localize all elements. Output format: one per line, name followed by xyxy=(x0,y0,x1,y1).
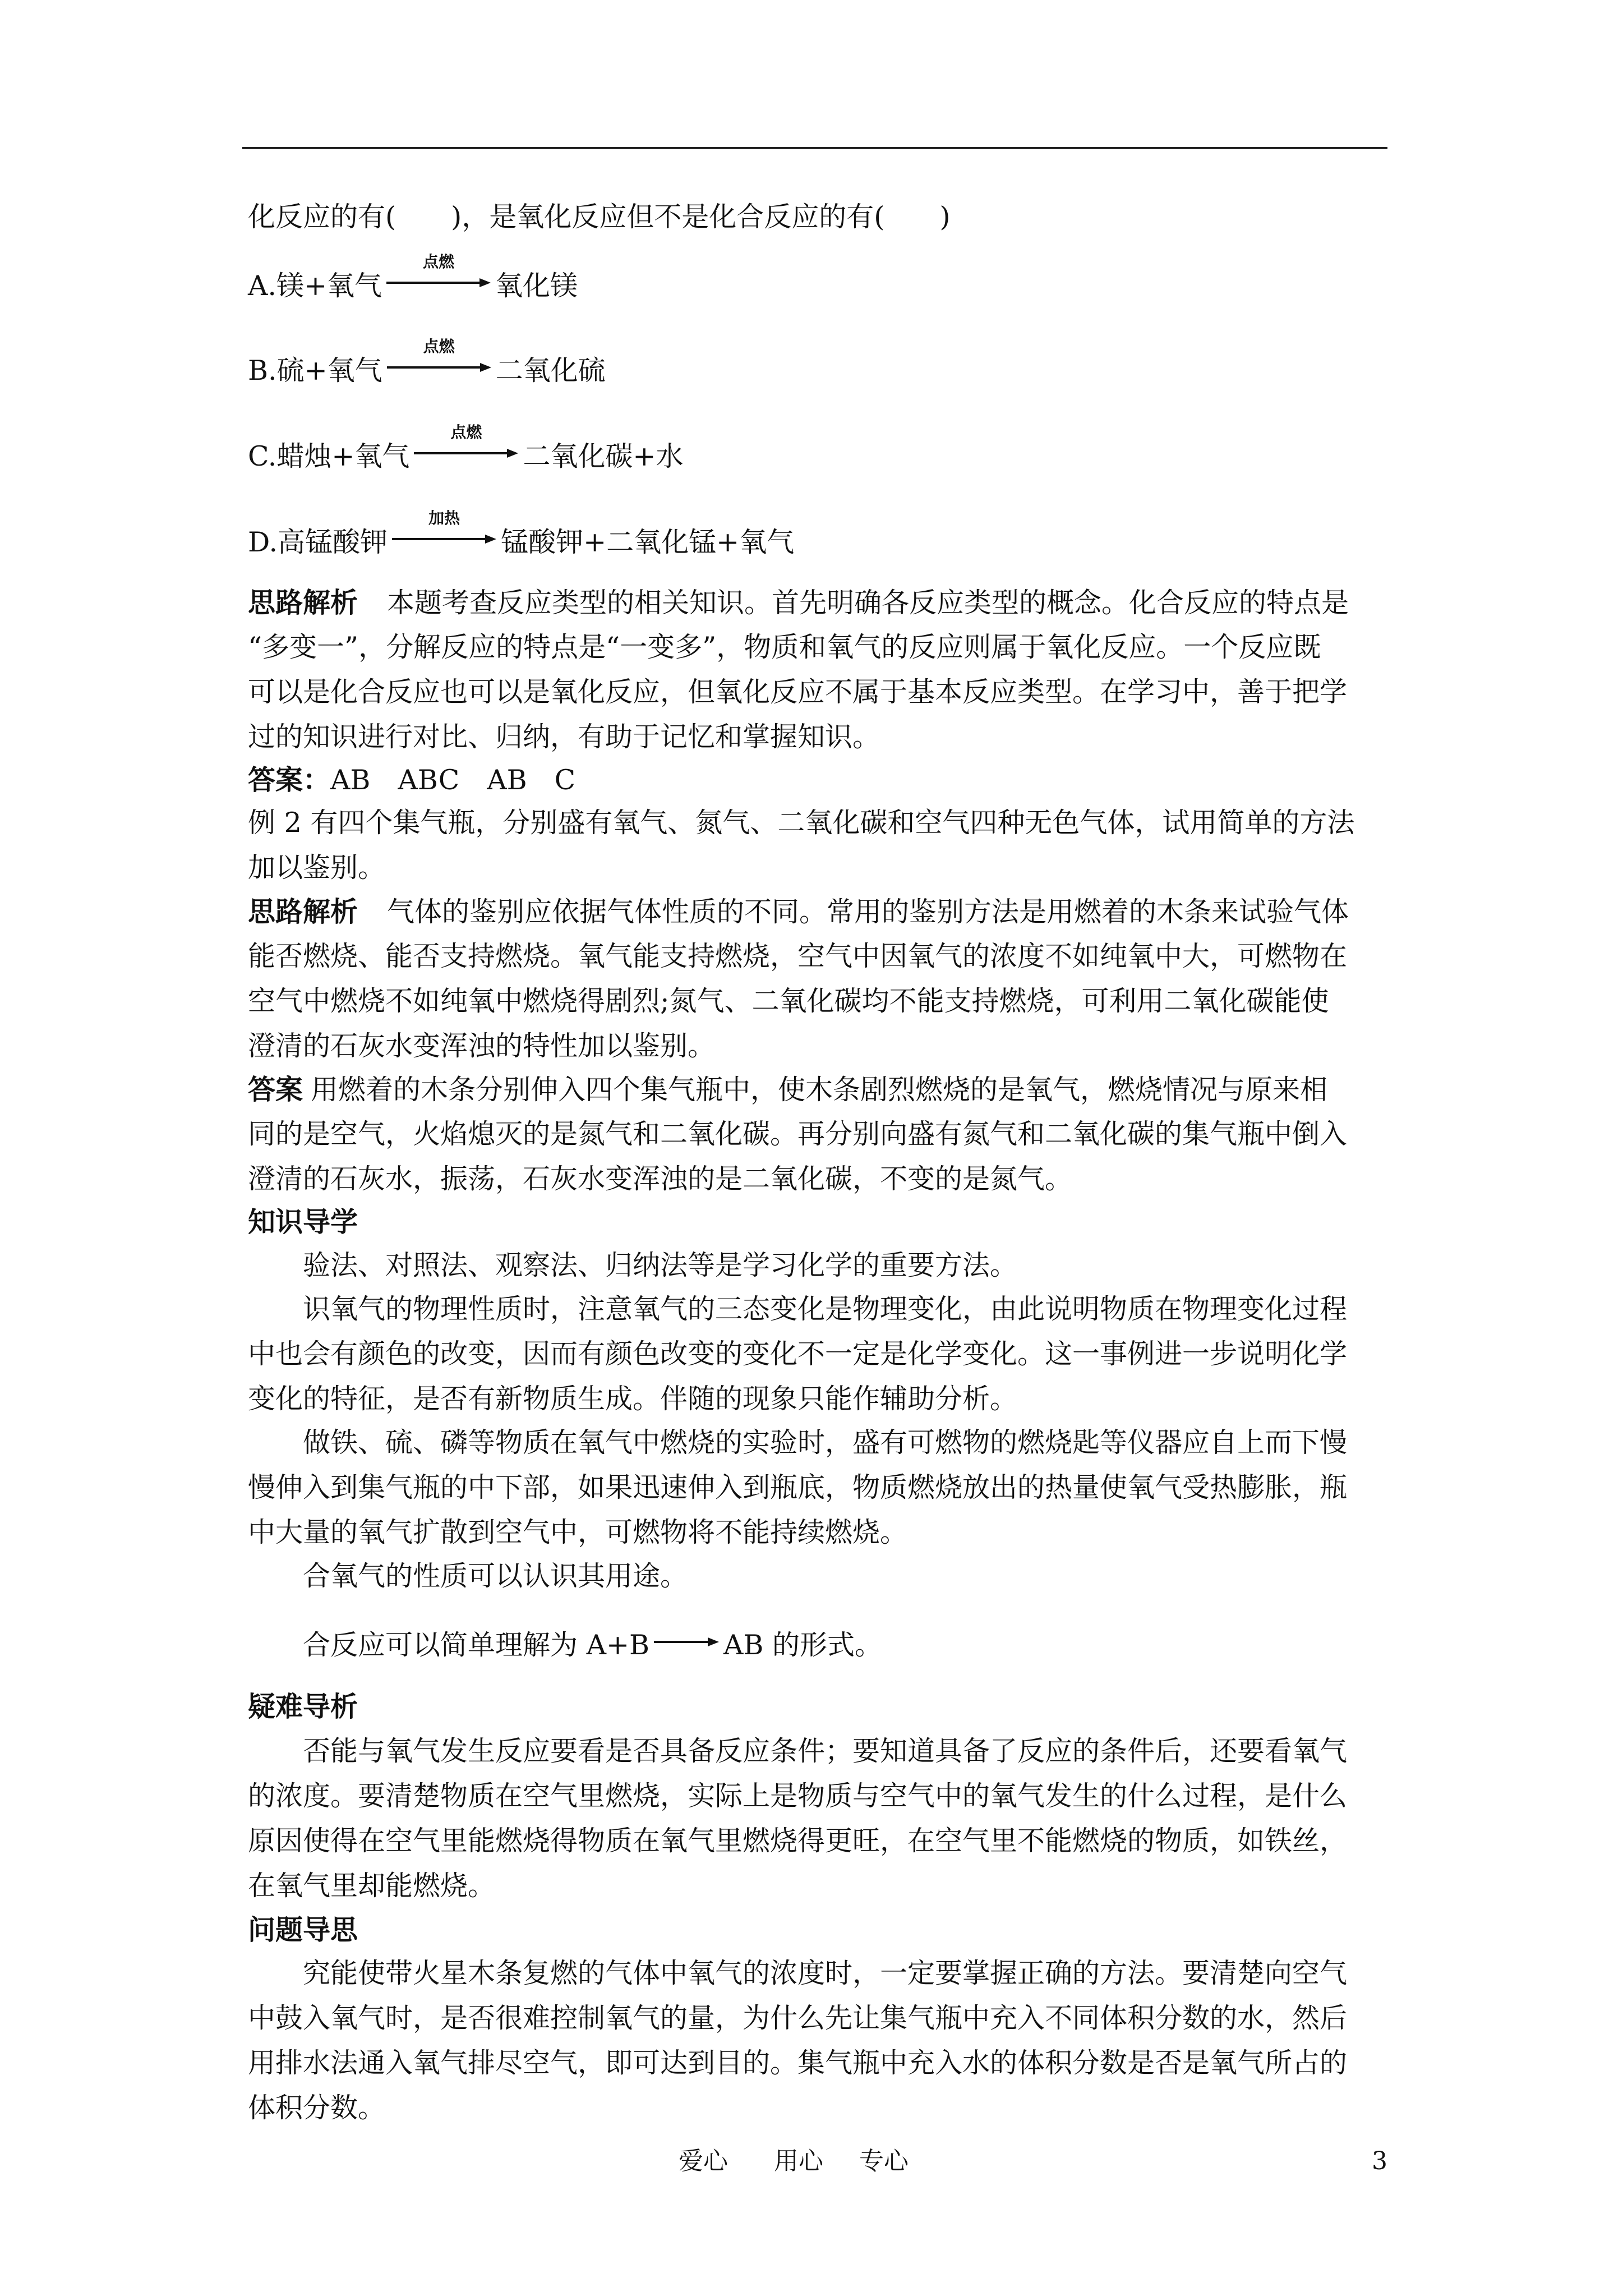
knowledge-p5 xyxy=(303,1627,1392,1663)
knowledge-p3-line-2: 慢伸入到集气瓶的中下部，如果迅速伸入到瓶底，物质燃烧放出的热量使氧气受热膨胀，瓶 xyxy=(248,1471,1348,1503)
answer1 xyxy=(248,762,1392,798)
answer1-heading: 答案： xyxy=(248,763,331,796)
analysis1-line-2: “多变一”，分解反应的特点是“一变多”，物质和氧气的反应则属于氧化反应。一个反应既 xyxy=(248,631,1321,663)
knowledge-p2-line-1: 识氧气的物理性质时，注意氧气的三态变化是物理变化，由此说明物质在物理变化过程 xyxy=(303,1293,1348,1325)
example2-line-1: 例 2 有四个集气瓶，分别盛有氧气、氮气、二氧化碳和空气四种无色气体，试用简单的方法 xyxy=(248,807,1355,839)
header-rule xyxy=(242,147,1387,149)
difficulty-line-4: 在氧气里却能燃烧。 xyxy=(248,1870,496,1902)
option-a-products: 氧化镁 xyxy=(495,270,578,302)
knowledge-p2-line-2: 中也会有颜色的改变，因而有颜色改变的变化不一定是化学变化。这一事例进一步说明化学 xyxy=(248,1338,1348,1370)
option-b-reactants: B.硫+氧气 xyxy=(248,355,382,386)
question-line-4: 体积分数。 xyxy=(248,2092,386,2124)
reaction-condition: 点燃 xyxy=(450,423,482,441)
option-c-products: 二氧化碳+水 xyxy=(523,440,684,472)
answer2-line-3: 澄清的石灰水，振荡，石灰水变浑浊的是二氧化碳，不变的是氮气。 xyxy=(248,1163,1073,1195)
reaction-arrow-icon xyxy=(653,1632,720,1654)
page-number: 3 xyxy=(1372,2147,1387,2175)
reaction-condition: 加热 xyxy=(428,509,460,527)
knowledge-heading: 知识导学 xyxy=(248,1205,358,1238)
knowledge-p1: 验法、对照法、观察法、归纳法等是学习化学的重要方法。 xyxy=(303,1249,1018,1281)
analysis1-line-4: 过的知识进行对比、归纳，有助于记忆和掌握知识。 xyxy=(248,721,880,753)
analysis1-text: 本题考查反应类型的相关知识。首先明确各反应类型的概念。化合反应的特点是 xyxy=(387,587,1349,619)
answer2-heading: 答案 xyxy=(248,1073,303,1106)
analysis1-heading: 思路解析 xyxy=(248,586,358,619)
option-c xyxy=(248,423,1392,475)
difficulty-heading: 疑难导析 xyxy=(248,1690,358,1723)
footer-item-3: 专心 xyxy=(859,2147,909,2175)
question-line-1: 究能使带火星木条复燃的气体中氧气的浓度时，一定要掌握正确的方法。要清楚向空气 xyxy=(303,1957,1348,1989)
question-heading: 问题导思 xyxy=(248,1913,358,1946)
option-c-reactants: C.蜡烛+氧气 xyxy=(248,440,410,472)
analysis2-line-4: 澄清的石灰水变浑浊的特性加以鉴别。 xyxy=(248,1030,716,1062)
option-d-reactants: D.高锰酸钾 xyxy=(248,526,388,558)
reaction-condition: 点燃 xyxy=(423,337,455,356)
knowledge-p3-line-3: 中大量的氧气扩散到空气中，可燃物将不能持续燃烧。 xyxy=(248,1516,908,1548)
footer-item-1: 爱心 xyxy=(679,2147,728,2175)
option-a-reactants: A.镁+氧气 xyxy=(248,270,382,302)
option-a xyxy=(248,252,1392,304)
knowledge-p5-after: AB 的形式。 xyxy=(723,1629,883,1661)
answer2-line-2: 同的是空气，火焰熄灭的是氮气和二氧化碳。再分别向盛有氮气和二氧化碳的集气瓶中倒入 xyxy=(248,1118,1348,1150)
analysis2-line-3: 空气中燃烧不如纯氧中燃烧得剧烈;氮气、二氧化碳均不能支持燃烧，可利用二氧化碳能使 xyxy=(248,985,1329,1017)
analysis2-line-1 xyxy=(248,894,1392,930)
reaction-arrow-icon xyxy=(386,337,492,380)
option-d-products: 锰酸钾+二氧化锰+氧气 xyxy=(501,526,795,558)
answer1-text: AB ABC AB C xyxy=(330,764,576,796)
option-b-products: 二氧化硫 xyxy=(495,355,606,386)
reaction-arrow-icon xyxy=(413,423,519,466)
reaction-condition: 点燃 xyxy=(423,252,455,271)
difficulty-line-2: 的浓度。要清楚物质在空气里燃烧，实际上是物质与空气中的氧气发生的什么过程，是什么 xyxy=(248,1780,1348,1812)
question-line-3: 用排水法通入氧气排尽空气，即可达到目的。集气瓶中充入水的体积分数是否是氧气所占的 xyxy=(248,2047,1348,2079)
analysis2-heading: 思路解析 xyxy=(248,895,358,928)
footer-item-2: 用心 xyxy=(774,2147,823,2175)
option-d xyxy=(248,509,1392,560)
example2-line-2: 加以鉴别。 xyxy=(248,852,386,884)
analysis2-line-2: 能否燃烧、能否支持燃烧。氧气能支持燃烧，空气中因氧气的浓度不如纯氧中大，可燃物在 xyxy=(248,940,1348,972)
difficulty-line-3: 原因使得在空气里能燃烧得物质在氧气里燃烧得更旺，在空气里不能燃烧的物质，如铁丝， xyxy=(248,1825,1348,1857)
question-line-2: 中鼓入氧气时，是否很难控制氧气的量，为什么先让集气瓶中充入不同体积分数的水，然后 xyxy=(248,2002,1348,2034)
answer2-line-1 xyxy=(248,1071,1392,1108)
answer2-text: 用燃着的木条分别伸入四个集气瓶中，使木条剧烈燃烧的是氧气，燃烧情况与原来相 xyxy=(311,1074,1328,1106)
difficulty-line-1: 否能与氧气发生反应要看是否具备反应条件；要知道具备了反应的条件后，还要看氧气 xyxy=(303,1735,1348,1767)
question-line: 化反应的有( )，是氧化反应但不是化合反应的有( ) xyxy=(248,201,951,233)
knowledge-p4: 合氧气的性质可以认识其用途。 xyxy=(303,1560,688,1592)
knowledge-p3-line-1: 做铁、硫、磷等物质在氧气中燃烧的实验时，盛有可燃物的燃烧匙等仪器应自上而下慢 xyxy=(303,1427,1348,1458)
knowledge-p5-before: 合反应可以简单理解为 A+B xyxy=(303,1629,650,1661)
reaction-arrow-icon xyxy=(391,509,497,551)
knowledge-p2-line-3: 变化的特征，是否有新物质生成。伴随的现象只能作辅助分析。 xyxy=(248,1383,1018,1415)
option-b xyxy=(248,337,1392,389)
analysis1-line-1 xyxy=(248,585,1392,621)
reaction-arrow-icon xyxy=(385,252,492,295)
analysis2-text: 气体的鉴别应依据气体性质的不同。常用的鉴别方法是用燃着的木条来试验气体 xyxy=(387,896,1349,928)
analysis1-line-3: 可以是化合反应也可以是氧化反应，但氧化反应不属于基本反应类型。在学习中，善于把学 xyxy=(248,676,1348,708)
